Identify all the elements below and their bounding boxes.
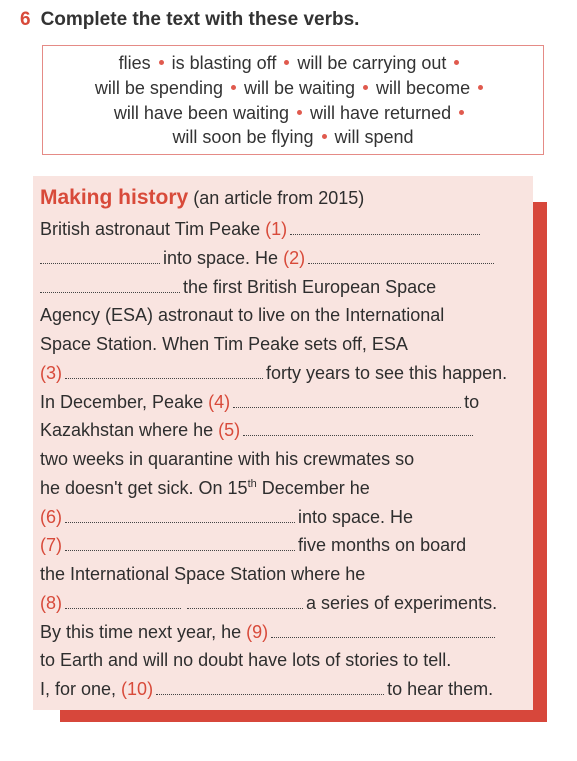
article-text: December he — [256, 478, 370, 498]
verb-option: will be carrying out — [297, 53, 447, 73]
bullet-dot-icon — [454, 60, 459, 65]
article-title-row — [40, 186, 364, 210]
word-box — [42, 45, 544, 155]
article-text: to Earth and will no doubt have lots of stories to tell. — [40, 650, 452, 670]
verb-option: will have been waiting — [113, 103, 290, 123]
gap-number: (5) — [218, 420, 241, 440]
blank-8b[interactable] — [187, 591, 303, 609]
article-text: to hear them. — [387, 679, 494, 699]
blank-10[interactable] — [156, 677, 384, 695]
article-text: into space. He — [298, 507, 414, 527]
blank-7[interactable] — [65, 533, 295, 551]
article-line — [40, 303, 444, 327]
bullet-dot-icon — [322, 134, 327, 139]
blank-6[interactable] — [65, 505, 295, 523]
blank-9[interactable] — [271, 620, 495, 638]
article-line — [40, 217, 483, 241]
exercise-instruction: Complete the text with these verbs. — [40, 9, 360, 30]
article-title: Making history — [40, 186, 189, 209]
gap-number: (8) — [40, 593, 62, 613]
word-box-line — [43, 78, 543, 99]
article-line — [40, 648, 451, 672]
word-box-line — [43, 127, 543, 148]
article-text: Space Station. When Tim Peake sets off, ESA — [40, 334, 408, 354]
article-text: he doesn't get sick. On 15 — [40, 478, 248, 498]
article-line — [40, 533, 466, 557]
blank-5[interactable] — [243, 418, 473, 436]
verb-option: will be spending — [94, 78, 223, 98]
verb-option: flies — [118, 53, 151, 73]
bullet-dot-icon — [459, 110, 464, 115]
article-line — [40, 246, 497, 270]
gap-number: (2) — [283, 248, 306, 268]
article-line — [40, 620, 498, 644]
blank-1-cont[interactable] — [40, 246, 160, 264]
article-text: a series of experiments. — [306, 593, 498, 613]
bullet-dot-icon — [478, 85, 483, 90]
article-line — [40, 677, 493, 701]
bullet-dot-icon — [231, 85, 236, 90]
article-text: the first British European Space — [183, 277, 437, 297]
article-line — [40, 562, 365, 586]
article-text: to — [464, 392, 480, 412]
article-line — [40, 361, 507, 385]
article-line — [40, 591, 497, 615]
article-line — [40, 476, 370, 500]
article-text: the International Space Station where he — [40, 564, 366, 584]
article-text: I, for one, — [40, 679, 122, 699]
verb-option: will become — [376, 78, 471, 98]
article-line — [40, 447, 414, 471]
bullet-dot-icon — [159, 60, 164, 65]
gap-number: (4) — [208, 392, 231, 412]
blank-3[interactable] — [65, 361, 263, 379]
exercise-heading — [20, 6, 359, 34]
ordinal-suffix: th — [247, 478, 257, 490]
verb-option: is blasting off — [171, 53, 277, 73]
article-line — [40, 505, 413, 529]
article-line — [40, 332, 408, 356]
article-line — [40, 390, 479, 414]
blank-2-cont[interactable] — [40, 275, 180, 293]
article-text: forty years to see this happen. — [266, 363, 508, 383]
gap-number: (7) — [40, 535, 62, 555]
verb-option: will spend — [334, 127, 414, 147]
article-text: Kazakhstan where he — [40, 420, 219, 440]
exercise-number: 6 — [20, 9, 31, 30]
word-box-line — [43, 103, 543, 124]
verb-option: will have returned — [310, 103, 452, 123]
gap-number: (1) — [265, 219, 288, 239]
word-box-line — [43, 53, 543, 74]
article-text: British astronaut Tim Peake — [40, 219, 266, 239]
blank-2[interactable] — [308, 246, 494, 264]
article-text: five months on board — [298, 535, 467, 555]
verb-option: will soon be flying — [172, 127, 314, 147]
article-subtitle: (an article from 2015) — [193, 188, 365, 208]
article-line — [40, 418, 476, 442]
bullet-dot-icon — [297, 110, 302, 115]
gap-number: (10) — [121, 679, 154, 699]
gap-number: (9) — [246, 622, 269, 642]
blank-4[interactable] — [233, 390, 461, 408]
article-text: two weeks in quarantine with his crewmates so — [40, 449, 415, 469]
bullet-dot-icon — [284, 60, 289, 65]
blank-1[interactable] — [290, 217, 480, 235]
article-text: Agency (ESA) astronaut to live on the International — [40, 305, 445, 325]
blank-8a[interactable] — [65, 591, 181, 609]
article-text: into space. He — [163, 248, 284, 268]
verb-option: will be waiting — [243, 78, 356, 98]
article-line — [40, 275, 436, 299]
gap-number: (3) — [40, 363, 62, 383]
gap-number: (6) — [40, 507, 62, 527]
article-text: By this time next year, he — [40, 622, 247, 642]
bullet-dot-icon — [363, 85, 368, 90]
article-text: In December, Peake — [40, 392, 209, 412]
